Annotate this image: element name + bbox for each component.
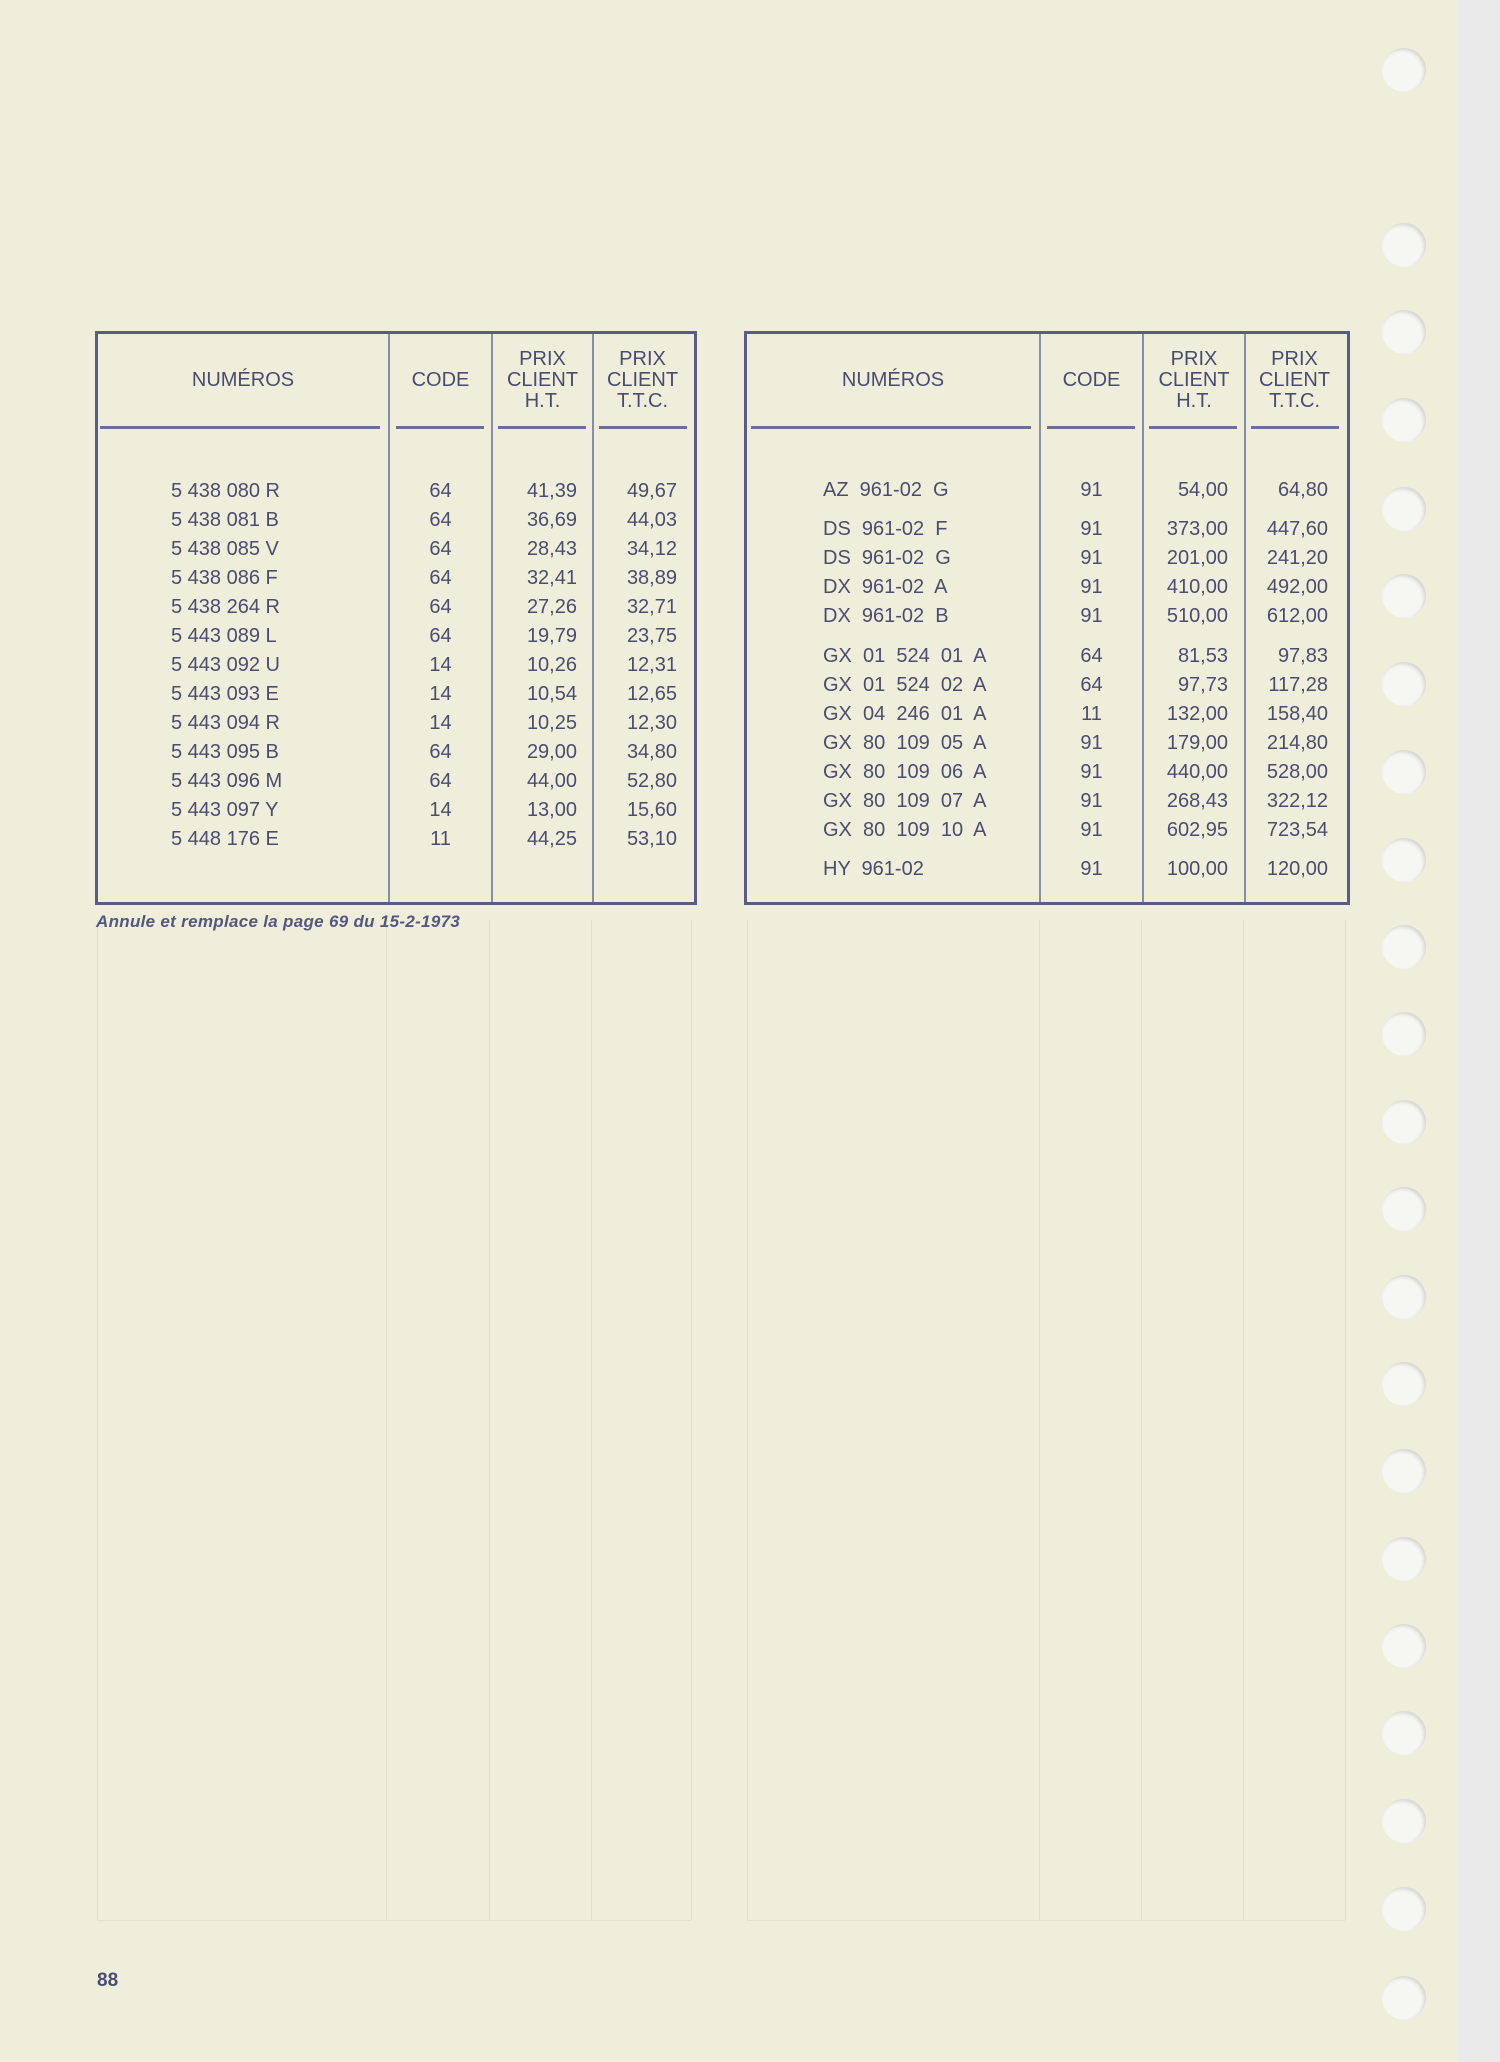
code-cell: 64 <box>429 770 452 792</box>
numero-cell: 5 438 264 R <box>171 596 280 618</box>
table-row <box>747 573 1347 601</box>
table-row <box>98 825 694 853</box>
prix-ht-cell: 44,25 <box>526 828 577 850</box>
numero-cell: 5 443 093 E <box>171 683 279 705</box>
prix-ttc-cell: 32,71 <box>626 596 677 618</box>
prix-ht-cell: 373,00 <box>1166 518 1228 540</box>
header-rule <box>100 426 380 429</box>
header-rule <box>396 426 484 429</box>
table-row <box>747 855 1347 883</box>
prix-ht-cell: 81,53 <box>1177 645 1228 667</box>
code-cell: 64 <box>429 509 452 531</box>
binder-hole <box>1382 1012 1426 1056</box>
ghost-rule <box>489 920 490 1920</box>
table-row <box>98 709 694 737</box>
prix-ht-cell: 100,00 <box>1166 858 1228 880</box>
ghost-rule <box>97 920 98 1920</box>
binder-hole <box>1382 1362 1426 1406</box>
table-row <box>98 680 694 708</box>
ghost-rule <box>747 1920 1345 1921</box>
replacement-note: Annule et remplace la page 69 du 15-2-1973 <box>96 912 461 931</box>
prix-ttc-cell: 52,80 <box>626 770 677 792</box>
right-price-table <box>744 331 1350 905</box>
prix-ttc-cell: 158,40 <box>1266 703 1328 725</box>
binder-hole <box>1382 1537 1426 1581</box>
prix-ht-cell: 29,00 <box>526 741 577 763</box>
table-row <box>98 738 694 766</box>
prix-ttc-cell: 64,80 <box>1277 479 1328 501</box>
page-edge <box>1458 0 1500 2062</box>
code-cell: 14 <box>429 654 452 676</box>
prix-ht-cell: 27,26 <box>526 596 577 618</box>
numero-cell: 5 438 085 V <box>171 538 279 560</box>
header-rule <box>751 426 1031 429</box>
numero-cell: 5 438 081 B <box>171 509 279 531</box>
code-cell: 14 <box>429 712 452 734</box>
prix-ht-cell: 13,00 <box>526 799 577 821</box>
code-cell: 91 <box>1080 858 1103 880</box>
table-row <box>98 564 694 592</box>
code-cell: 91 <box>1080 479 1103 501</box>
prix-ht-cell: 10,54 <box>526 683 577 705</box>
code-cell: 64 <box>429 480 452 502</box>
header-numeros: NUMÉROS <box>191 368 295 391</box>
table-row <box>747 787 1347 815</box>
binder-hole <box>1382 398 1426 442</box>
header-rule <box>599 426 687 429</box>
prix-ht-cell: 32,41 <box>526 567 577 589</box>
numero-cell: 5 443 095 B <box>171 741 279 763</box>
table-row <box>747 758 1347 786</box>
prix-ttc-cell: 34,12 <box>626 538 677 560</box>
numero-cell: DS 961-02 F <box>823 518 948 540</box>
table-row <box>747 816 1347 844</box>
prix-ttc-cell: 447,60 <box>1266 518 1328 540</box>
prix-ttc-cell: 492,00 <box>1266 576 1328 598</box>
prix-ttc-cell: 612,00 <box>1266 605 1328 627</box>
code-cell: 91 <box>1080 819 1103 841</box>
table-row <box>98 477 694 505</box>
binder-hole <box>1382 1275 1426 1319</box>
prix-ht-cell: 41,39 <box>526 480 577 502</box>
binder-hole <box>1382 487 1426 531</box>
numero-cell: DX 961-02 B <box>823 605 949 627</box>
binder-hole <box>1382 223 1426 267</box>
binder-hole <box>1382 1187 1426 1231</box>
code-cell: 64 <box>1080 645 1103 667</box>
prix-ttc-cell: 120,00 <box>1266 858 1328 880</box>
binder-hole <box>1382 1799 1426 1843</box>
code-cell: 91 <box>1080 576 1103 598</box>
table-row <box>747 544 1347 572</box>
numero-cell: AZ 961-02 G <box>823 479 949 501</box>
header-numeros: NUMÉROS <box>841 368 945 391</box>
prix-ttc-cell: 117,28 <box>1268 674 1328 696</box>
prix-ttc-cell: 528,00 <box>1266 761 1328 783</box>
prix-ht-cell: 602,95 <box>1166 819 1228 841</box>
prix-ttc-cell: 15,60 <box>626 799 677 821</box>
numero-cell: GX 80 109 07 A <box>823 790 987 812</box>
binder-hole <box>1382 574 1426 618</box>
header-code: CODE <box>1062 368 1121 391</box>
numero-cell: GX 80 109 05 A <box>823 732 987 754</box>
numero-cell: 5 443 094 R <box>171 712 280 734</box>
ghost-rule <box>691 920 692 1920</box>
prix-ttc-cell: 241,20 <box>1266 547 1328 569</box>
ghost-rule <box>1039 920 1040 1920</box>
code-cell: 11 <box>1081 703 1102 725</box>
prix-ttc-cell: 214,80 <box>1266 732 1328 754</box>
prix-ht-cell: 36,69 <box>526 509 577 531</box>
numero-cell: GX 80 109 06 A <box>823 761 987 783</box>
table-row <box>747 602 1347 630</box>
ghost-rule <box>1345 920 1346 1920</box>
code-cell: 91 <box>1080 761 1103 783</box>
code-cell: 64 <box>429 567 452 589</box>
prix-ttc-cell: 34,80 <box>626 741 677 763</box>
ghost-rule <box>1243 920 1244 1920</box>
binder-hole <box>1382 1711 1426 1755</box>
numero-cell: DX 961-02 A <box>823 576 948 598</box>
numero-cell: 5 443 097 Y <box>171 799 279 821</box>
binder-hole <box>1382 1449 1426 1493</box>
prix-ht-cell: 510,00 <box>1166 605 1228 627</box>
table-row <box>98 796 694 824</box>
page-number: 88 <box>97 1970 119 1991</box>
table-row <box>747 700 1347 728</box>
table-row <box>98 622 694 650</box>
header-rule <box>498 426 586 429</box>
prix-ttc-cell: 12,31 <box>626 654 677 676</box>
header-prix-ht: PRIX CLIENT H.T. <box>1158 347 1230 412</box>
binder-hole <box>1382 1887 1426 1931</box>
numero-cell: 5 448 176 E <box>171 828 279 850</box>
numero-cell: 5 443 089 L <box>171 625 277 647</box>
header-prix-ht: PRIX CLIENT H.T. <box>506 347 579 412</box>
header-prix-ttc: PRIX CLIENT T.T.C. <box>606 347 679 412</box>
header-rule <box>1251 426 1339 429</box>
binder-hole <box>1382 662 1426 706</box>
table-row <box>747 671 1347 699</box>
prix-ht-cell: 201,00 <box>1166 547 1228 569</box>
prix-ht-cell: 54,00 <box>1177 479 1228 501</box>
numero-cell: 5 443 096 M <box>171 770 283 792</box>
table-row <box>98 767 694 795</box>
prix-ttc-cell: 23,75 <box>626 625 677 647</box>
code-cell: 11 <box>430 828 451 850</box>
header-rule <box>1149 426 1237 429</box>
header-rule <box>1047 426 1135 429</box>
prix-ht-cell: 44,00 <box>526 770 577 792</box>
prix-ht-cell: 410,00 <box>1166 576 1228 598</box>
code-cell: 91 <box>1080 790 1103 812</box>
prix-ht-cell: 132,00 <box>1166 703 1228 725</box>
prix-ttc-cell: 53,10 <box>626 828 677 850</box>
code-cell: 64 <box>429 625 452 647</box>
binder-hole <box>1382 1624 1426 1668</box>
table-row <box>98 593 694 621</box>
prix-ttc-cell: 12,30 <box>626 712 677 734</box>
header-code: CODE <box>411 368 470 391</box>
code-cell: 64 <box>429 741 452 763</box>
code-cell: 91 <box>1080 732 1103 754</box>
table-row <box>747 729 1347 757</box>
binder-hole <box>1382 925 1426 969</box>
prix-ht-cell: 268,43 <box>1166 790 1228 812</box>
prix-ht-cell: 19,79 <box>526 625 577 647</box>
code-cell: 64 <box>429 596 452 618</box>
ghost-rule <box>747 920 748 1920</box>
table-row <box>98 506 694 534</box>
prix-ht-cell: 97,73 <box>1177 674 1228 696</box>
prix-ttc-cell: 322,12 <box>1266 790 1328 812</box>
prix-ttc-cell: 44,03 <box>626 509 677 531</box>
prix-ttc-cell: 38,89 <box>626 567 677 589</box>
prix-ht-cell: 179,00 <box>1166 732 1228 754</box>
table-row <box>98 651 694 679</box>
binder-hole <box>1382 1976 1426 2020</box>
prix-ht-cell: 10,26 <box>526 654 577 676</box>
code-cell: 91 <box>1080 605 1103 627</box>
ghost-rule <box>386 920 387 1920</box>
prix-ttc-cell: 97,83 <box>1277 645 1328 667</box>
code-cell: 14 <box>429 683 452 705</box>
code-cell: 91 <box>1080 518 1103 540</box>
binder-hole <box>1382 48 1426 92</box>
numero-cell: GX 01 524 02 A <box>823 674 987 696</box>
numero-cell: GX 80 109 10 A <box>823 819 987 841</box>
numero-cell: GX 04 246 01 A <box>823 703 987 725</box>
code-cell: 91 <box>1080 547 1103 569</box>
code-cell: 14 <box>429 799 452 821</box>
ghost-rule <box>1141 920 1142 1920</box>
numero-cell: DS 961-02 G <box>823 547 951 569</box>
table-row <box>98 535 694 563</box>
numero-cell: HY 961-02 <box>823 858 924 880</box>
table-row <box>747 642 1347 670</box>
binder-hole <box>1382 1100 1426 1144</box>
prix-ht-cell: 440,00 <box>1166 761 1228 783</box>
numero-cell: 5 438 086 F <box>171 567 278 589</box>
binder-hole <box>1382 310 1426 354</box>
header-prix-ttc: PRIX CLIENT T.T.C. <box>1258 347 1331 412</box>
table-row <box>747 476 1347 504</box>
ghost-rule <box>97 1920 691 1921</box>
prix-ht-cell: 28,43 <box>526 538 577 560</box>
ghost-rule <box>591 920 592 1920</box>
numero-cell: 5 438 080 R <box>171 480 280 502</box>
table-row <box>747 515 1347 543</box>
numero-cell: GX 01 524 01 A <box>823 645 987 667</box>
prix-ht-cell: 10,25 <box>526 712 577 734</box>
numero-cell: 5 443 092 U <box>171 654 280 676</box>
prix-ttc-cell: 49,67 <box>626 480 677 502</box>
code-cell: 64 <box>1080 674 1103 696</box>
binder-hole <box>1382 838 1426 882</box>
code-cell: 64 <box>429 538 452 560</box>
binder-hole <box>1382 750 1426 794</box>
prix-ttc-cell: 723,54 <box>1266 819 1328 841</box>
left-price-table <box>95 331 697 905</box>
prix-ttc-cell: 12,65 <box>626 683 677 705</box>
